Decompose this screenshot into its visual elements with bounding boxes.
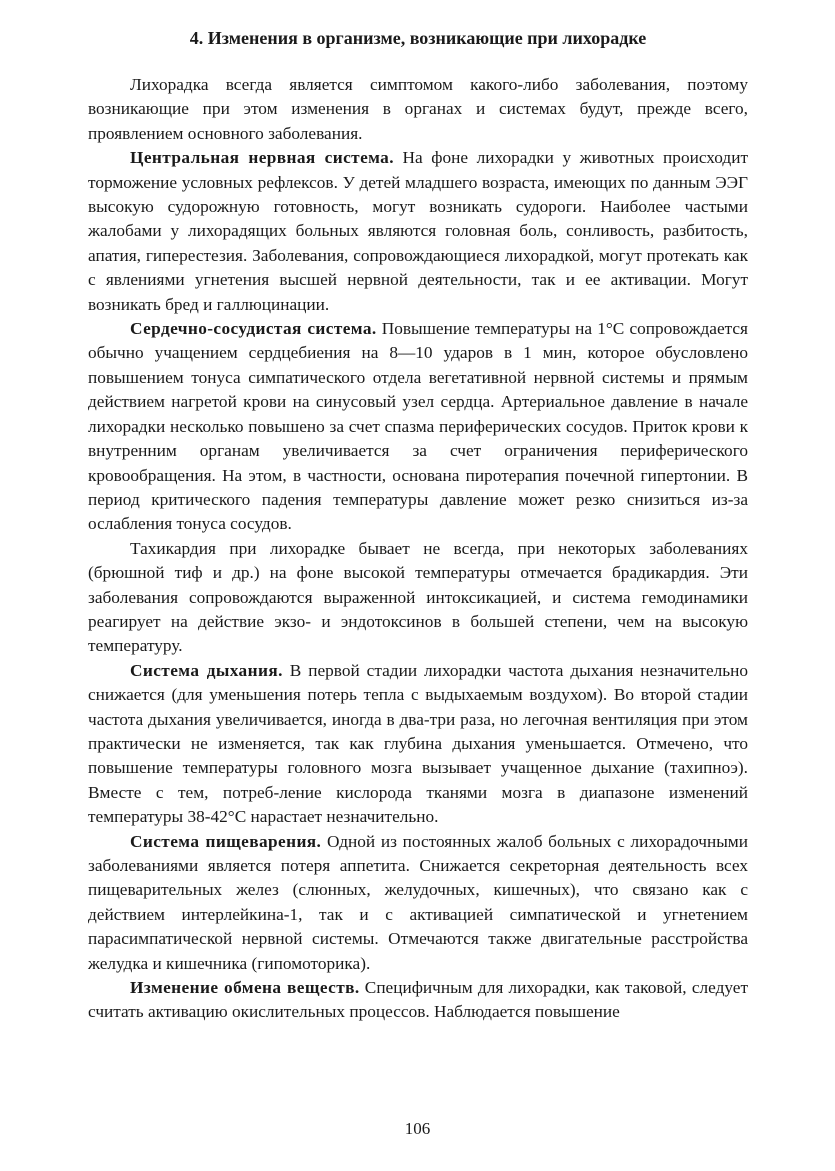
paragraph-intro <box>88 73 748 146</box>
paragraph-digestive <box>88 830 748 976</box>
section-heading: 4. Изменения в организме, возникающие при лихорадке <box>189 28 647 48</box>
paragraph-lead: Система дыхания. <box>130 660 283 680</box>
paragraph-lead: Изменение обмена веществ. <box>130 978 360 998</box>
paragraph-text: Повышение температуры на 1°С сопровождается обычно учащением сердцебиения на 8—10 ударов в 1 мин, которое обусловлено повышением тонуса симпатического отдела вегетативной нервной системы и прямым действием нагретой крови на синусовый узел сердца. Артериальное давление в начале лихорадки несколько повышено за счет спазма периферических сосудов. Приток крови к внутренним органам увеличивается за счет ограничения периферического кровообращения. На этом, в частности, основана пиротерапия почечной гипертонии. В период критического падения температуры давление может резко снизиться из-за ослабления тонуса сосудов. <box>88 319 748 534</box>
paragraph-text: В первой стадии лихорадки частота дыхания незначительно снижается (для уменьшения потерь тепла с выдыхаемым воздухом). Во второй стадии частота дыхания увеличивается, иногда в два-три раза, но легочная вентиляция при этом практически не изменяется, так как глубина дыхания уменьшается. Отмечено, что повышение температуры головного мозга вызывает учащенное дыхание (тахипноэ). Вместе с тем, потреб-ление кислорода тканями мозга в диапазоне изменений температуры 38-42°С нарастает незначительно. <box>88 660 749 827</box>
page-number: 106 <box>404 1119 431 1138</box>
paragraph-lead: Центральная нервная система. <box>130 148 394 168</box>
paragraph-text: Лихорадка всегда является симптомом какого-либо заболевания, поэтому возникающие при этом изменения в органах и системах будут, прежде всего, проявлением основного заболевания. <box>88 75 748 143</box>
paragraph-respiratory <box>88 659 748 830</box>
paragraph-text: Тахикардия при лихорадке бывает не всегда, при некоторых заболеваниях (брюшной тиф и др.) на фоне высокой температуры отмечается брадикардия. Эти заболевания сопровождаются выраженной интоксикацией, и система гемодинамики реагирует на действие экзо- и эндотоксинов в большей степени, чем на высокую температуру. <box>88 538 748 656</box>
paragraph-text: На фоне лихорадки у животных происходит торможение условных рефлексов. У детей младшего возраста, имеющих по данным ЭЭГ высокую судорожную готовность, могут возникать судороги. Наиболее частыми жалобами у лихорадящих больных являются головная боль, сонливость, разбитость, апатия, гиперестезия. Заболевания, сопровождающиеся лихорадкой, могут протекать как с явлениями угнетения высшей нервной деятельности, так и ее активации. Могут возникать бред и галлюцинации. <box>88 148 748 314</box>
paragraph-lead: Сердечно-сосудистая система. <box>130 319 377 339</box>
paragraph-cns <box>88 146 748 317</box>
document-page <box>88 26 748 1025</box>
paragraph-tachycardia <box>88 537 748 659</box>
paragraph-text: Специфичным для лихорадки, как таковой, следует считать активацию окислительных процессов. Наблюдается повышение <box>88 978 748 1022</box>
paragraph-metabolism <box>88 976 748 1025</box>
paragraph-lead: Система пищеварения. <box>130 831 322 851</box>
paragraph-cardiovascular <box>88 317 748 537</box>
paragraph-text: Одной из постоянных жалоб больных с лихорадочными заболеваниями является потеря аппетита. Снижается секреторная деятельность всех пищеварительных желез (слюнных, желудочных, кишечных), что связано как с действием интерлейкина-1, так и с активацией симпатической и угнетением парасимпатической нервной системы. Отмечаются также двигательные расстройства желудка и кишечника (гипомоторика). <box>88 831 748 973</box>
